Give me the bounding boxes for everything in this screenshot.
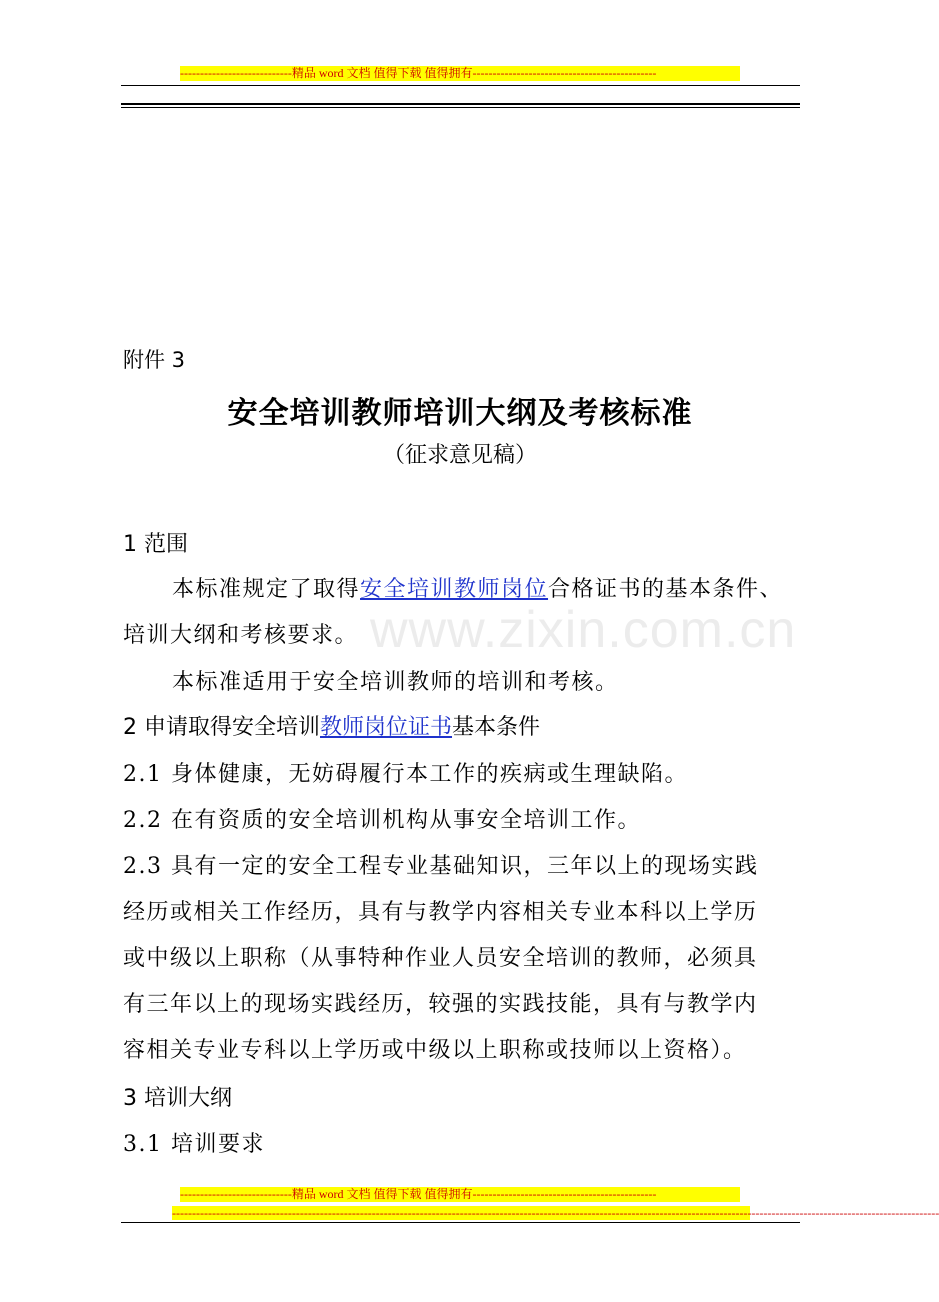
section-2-heading (123, 710, 540, 741)
teacher-post-certificate-link[interactable]: 教师岗位证书 (320, 715, 453, 740)
section-1-paragraph-1-cont: 培训大纲和考核要求。 (123, 623, 359, 648)
clause-2-2: 2.2 在有资质的安全培训机构从事安全培训工作。 (123, 808, 641, 833)
section-1-paragraph-1 (172, 572, 783, 603)
section-1-heading: 1 范围 (123, 532, 188, 557)
footer-banner: ----------------------------精品 word 文档 值得下载 值得拥有---------------------------------------------- (180, 1187, 740, 1202)
safety-teacher-post-link[interactable]: 安全培训教师岗位 (360, 577, 549, 602)
document-subtitle: （征求意见稿） (382, 443, 537, 468)
clause-2-3-line-5: 容相关专业专科以上学历或中级以上职称或技师以上资格）。 (123, 1038, 747, 1063)
attachment-label: 附件 3 (123, 348, 186, 372)
header-rule-double-2 (121, 107, 800, 108)
paragraph-text: 合格证书的基本条件、 (548, 577, 784, 602)
footer-dash-line: ------------------------------------------------------------------------------------------------------------------------------------------------------------------------------------------------ (172, 1206, 939, 1220)
watermark: www.zixin.com.cn (370, 601, 797, 659)
clause-2-3-line-2: 经历或相关工作经历，具有与教学内容相关专业本科以上学历 (123, 900, 758, 925)
section-1-paragraph-2: 本标准适用于安全培训教师的培训和考核。 (172, 670, 619, 695)
clause-2-3-line-1: 2.3 具有一定的安全工程专业基础知识，三年以上的现场实践 (123, 854, 759, 879)
section-3-heading: 3 培训大纲 (123, 1086, 232, 1111)
heading-text: 基本条件 (452, 715, 541, 740)
heading-text: 2 申请取得安全培训 (123, 715, 320, 740)
footer-rule (121, 1222, 800, 1223)
paragraph-text: 本标准规定了取得 (172, 577, 361, 602)
clause-2-3-line-3: 或中级以上职称（从事特种作业人员安全培训的教师，必须具 (123, 946, 758, 971)
clause-2-1: 2.1 身体健康，无妨碍履行本工作的疾病或生理缺陷。 (123, 762, 688, 787)
header-rule-top (121, 85, 800, 86)
clause-2-3-line-4: 有三年以上的现场实践经历，较强的实践技能，具有与教学内 (123, 992, 758, 1017)
clause-3-1: 3.1 培训要求 (123, 1132, 265, 1157)
header-rule-double-1 (121, 103, 800, 105)
header-banner: ----------------------------精品 word 文档 值得下载 值得拥有---------------------------------------------- (180, 66, 740, 81)
document-title: 安全培训教师培训大纲及考核标准 (227, 396, 693, 431)
